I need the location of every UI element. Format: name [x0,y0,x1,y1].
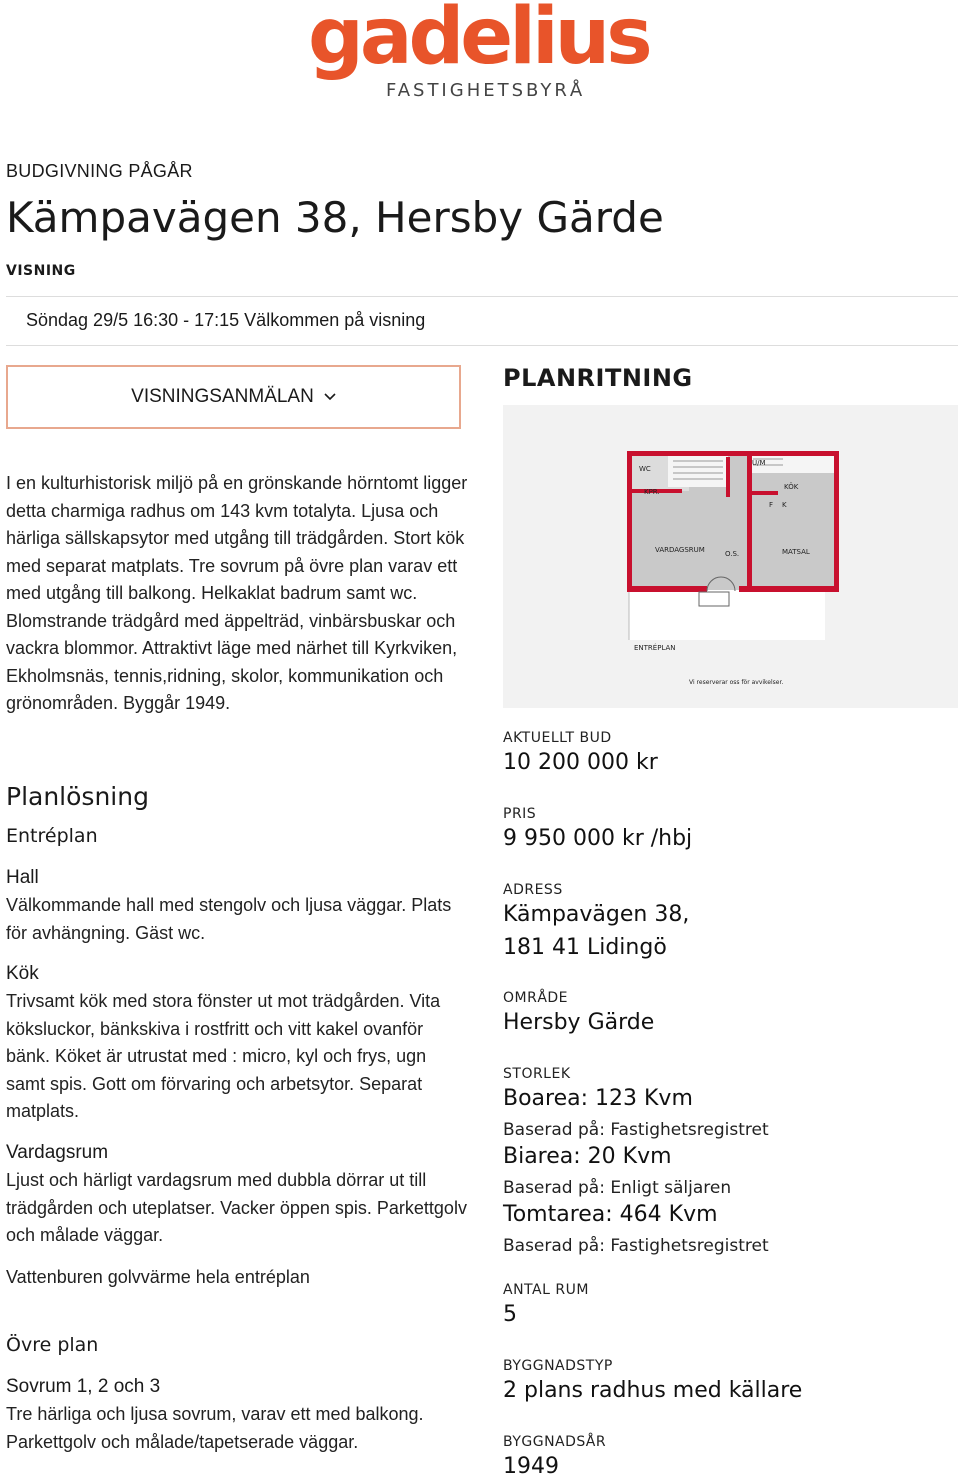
current-bid-label: AKTUELLT BUD [503,730,612,746]
size-label: STORLEK [503,1066,571,1082]
biarea-value: Biarea: 20 Kvm [503,1144,672,1169]
address-label: ADRESS [503,882,563,898]
tomtarea-source: Baserad på: Fastighetsregistret [503,1236,769,1256]
bedrooms-heading: Sovrum 1, 2 och 3 [6,1376,161,1397]
building-type-value: 2 plans radhus med källare [503,1378,803,1403]
upper-floor-heading: Övre plan [6,1334,99,1356]
boarea-value: Boarea: 123 Kvm [503,1086,693,1111]
entry-floor-heading: Entréplan [6,825,98,847]
listing-status: BUDGIVNING PÅGÅR [6,161,193,181]
brand-logo[interactable] [308,0,658,104]
logo-wordmark: gadelius [308,0,649,82]
area-label: OMRÅDE [503,990,569,1006]
floor-label: ENTRÉPLAN [634,644,676,652]
address-line1: Kämpavägen 38, [503,902,690,927]
floorplan-heading: PLANRITNING [503,364,693,392]
viewing-signup-label: VISNINGSANMÄLAN [131,386,314,407]
bedrooms-text: Tre härliga och ljusa sovrum, varav ett med balkong. Parkettgolv och målade/tapetserade väggar. [6,1404,424,1452]
layout-heading: Planlösning [6,782,149,811]
build-year-value: 1949 [503,1454,559,1479]
area-value: Hersby Gärde [503,1010,655,1035]
hall-heading: Hall [6,867,39,888]
floor-heating-text: Vattenburen golvvärme hela entréplan [6,1267,310,1287]
listing-description: I en kulturhistorisk miljö på en grönskande hörntomt ligger detta charmiga radhus om 143 kvm totalyta. Ljusa och härliga sällskapsytor med utgång till trädgården. Stort kök med separat matplats. Tre sovrum på övre plan varav ett med utgång till balkong. Helkaklat badrum samt wc. Blomstrande trädgård med äppelträd, vinbärsbuskar och vackra blommor. Attraktivt läge med närhet till Kyrkviken, Ekholmsnäs, tennis,ridning, skolor, kommunikation och grönområden. Byggår 1949. [6,473,468,713]
hall-text: Välkommande hall med stengolv och ljusa väggar. Plats för avhängning. Gäst wc. [6,895,452,943]
room-label-kok: KÖK [784,483,799,491]
logo-subtitle: FASTIGHETSBYRÅ [386,80,586,101]
build-year-label: BYGGNADSÅR [503,1434,607,1450]
building-type-label: BYGGNADSTYP [503,1358,613,1374]
tomtarea-value: Tomtarea: 464 Kvm [503,1202,718,1227]
chevron-down-icon [324,389,336,404]
kitchen-text: Trivsamt kök med stora fönster ut mot trädgården. Vita köksluckor, bänkskiva i rostfritt och vitt kakel ovanför bänk. Köket är utrustat med : micro, kyl och frys, ugn samt spis. Gott om förvaring och arbetsytor. Separat matplats. [6,991,441,1121]
room-label-um: U/M [752,459,766,467]
viewing-label: VISNING [6,263,76,279]
room-label-f: F [769,501,774,509]
living-heading: Vardagsrum [6,1142,109,1163]
price-value: 9 950 000 kr /hbj [503,826,693,851]
room-label-k: K [782,501,787,509]
viewing-signup-button[interactable] [6,365,461,429]
price-label: PRIS [503,806,537,822]
address-line2: 181 41 Lidingö [503,935,667,960]
biarea-source: Baserad på: Enligt säljaren [503,1178,732,1198]
kitchen-heading: Kök [6,963,39,984]
living-text: Ljust och härligt vardagsrum med dubbla dörrar ut till trädgården och uteplatser. Vacker öppen spis. Parkettgolv och målade väggar. [6,1170,467,1245]
floorplan-disclaimer: Vi reserverar oss för avvikelser. [689,679,784,686]
room-label-vardagsrum: VARDAGSRUM [655,546,705,554]
rooms-value: 5 [503,1302,517,1327]
divider [6,345,958,346]
page-title: Kämpavägen 38, Hersby Gärde [6,193,664,242]
floorplan-image[interactable] [503,405,958,708]
viewing-time: Söndag 29/5 16:30 - 17:15 Välkommen på visning [26,310,426,330]
room-label-wc: WC [639,465,651,473]
room-label-os: O.S. [725,550,740,558]
divider [6,296,958,297]
floorplan-drawing [503,405,958,708]
rooms-label: ANTAL RUM [503,1282,589,1298]
room-label-kpr: KPR. [644,488,660,496]
room-label-matsal: MATSAL [782,548,810,556]
current-bid-value: 10 200 000 kr [503,750,658,775]
boarea-source: Baserad på: Fastighetsregistret [503,1120,769,1140]
